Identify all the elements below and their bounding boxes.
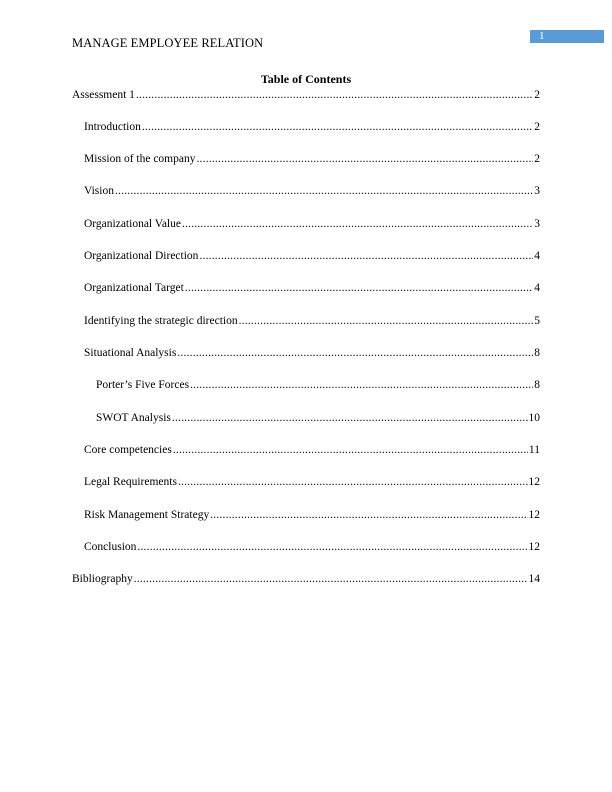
toc-dot-leader bbox=[137, 540, 527, 554]
toc-dot-leader bbox=[134, 572, 528, 586]
toc-entry-situational-analysis[interactable] bbox=[72, 346, 540, 360]
toc-entry-organizational-direction[interactable] bbox=[72, 249, 540, 263]
page-number-badge: 1 bbox=[530, 30, 604, 43]
toc-entry-label: Identifying the strategic direction bbox=[84, 315, 238, 327]
toc-entry-label: Conclusion bbox=[84, 541, 137, 553]
toc-entry-label: Situational Analysis bbox=[84, 347, 177, 359]
toc-dot-leader bbox=[182, 217, 533, 231]
toc-entry-label: Introduction bbox=[84, 121, 141, 133]
toc-entry-organizational-target[interactable] bbox=[72, 281, 540, 295]
toc-entry-page: 8 bbox=[534, 379, 540, 391]
toc-entry-label: Organizational Value bbox=[84, 218, 181, 230]
toc-entry-risk-management-strategy[interactable] bbox=[72, 508, 540, 522]
toc-dot-leader bbox=[172, 411, 528, 425]
toc-entry-assessment-1[interactable] bbox=[72, 88, 540, 102]
toc-entry-label: SWOT Analysis bbox=[96, 412, 171, 424]
toc-entry-label: Core competencies bbox=[84, 444, 172, 456]
toc-entry-page: 2 bbox=[534, 121, 540, 133]
running-header-title: MANAGE EMPLOYEE RELATION bbox=[72, 36, 264, 50]
toc-entry-page: 3 bbox=[534, 218, 540, 230]
toc-entry-introduction[interactable] bbox=[72, 120, 540, 134]
toc-entry-label: Risk Management Strategy bbox=[84, 509, 210, 521]
toc-entry-label: Organizational Target bbox=[84, 282, 184, 294]
toc-heading: Table of Contents bbox=[260, 72, 352, 86]
toc-dot-leader bbox=[115, 184, 533, 198]
toc-entry-page: 12 bbox=[528, 476, 540, 488]
toc-entry-page: 11 bbox=[528, 444, 540, 456]
toc-entry-page: 10 bbox=[528, 412, 540, 424]
toc-entry-conclusion[interactable] bbox=[72, 540, 540, 554]
toc-entry-label: Mission of the company bbox=[84, 153, 196, 165]
toc-entry-core-competencies[interactable] bbox=[72, 443, 540, 457]
toc-entry-label: Bibliography bbox=[72, 573, 133, 585]
toc-entry-legal-requirements[interactable] bbox=[72, 475, 540, 489]
toc-entry-page: 4 bbox=[534, 282, 540, 294]
toc-entry-label: Porter’s Five Forces bbox=[96, 379, 190, 391]
toc-entry-page: 3 bbox=[534, 185, 540, 197]
toc-entry-mission[interactable] bbox=[72, 152, 540, 166]
toc-entry-page: 12 bbox=[528, 541, 540, 553]
toc-entry-organizational-value[interactable] bbox=[72, 217, 540, 231]
toc-entry-porters-five-forces[interactable] bbox=[72, 378, 540, 392]
toc-dot-leader bbox=[136, 88, 533, 102]
toc-dot-leader bbox=[185, 281, 533, 295]
toc-entry-strategic-direction[interactable] bbox=[72, 314, 540, 328]
toc-entry-swot-analysis[interactable] bbox=[72, 411, 540, 425]
toc-dot-leader bbox=[196, 152, 533, 166]
toc-entry-page: 4 bbox=[534, 250, 540, 262]
toc-entry-page: 14 bbox=[528, 573, 540, 585]
toc-entry-bibliography[interactable] bbox=[72, 572, 540, 586]
toc-entry-page: 2 bbox=[534, 153, 540, 165]
toc-entry-label: Vision bbox=[84, 185, 114, 197]
toc-entry-vision[interactable] bbox=[72, 184, 540, 198]
toc-dot-leader bbox=[173, 443, 528, 457]
toc-entry-label: Organizational Direction bbox=[84, 250, 199, 262]
toc-dot-leader bbox=[190, 378, 533, 392]
toc-entry-page: 12 bbox=[528, 509, 540, 521]
toc-entry-page: 8 bbox=[534, 347, 540, 359]
toc-entry-page: 5 bbox=[534, 315, 540, 327]
toc-dot-leader bbox=[239, 314, 534, 328]
toc-entry-label: Assessment 1 bbox=[72, 89, 135, 101]
toc-entry-label: Legal Requirements bbox=[84, 476, 177, 488]
toc-dot-leader bbox=[199, 249, 533, 263]
toc-dot-leader bbox=[142, 120, 533, 134]
toc-dot-leader bbox=[178, 475, 528, 489]
toc-entry-page: 2 bbox=[534, 89, 540, 101]
toc-dot-leader bbox=[210, 508, 527, 522]
toc-dot-leader bbox=[177, 346, 533, 360]
